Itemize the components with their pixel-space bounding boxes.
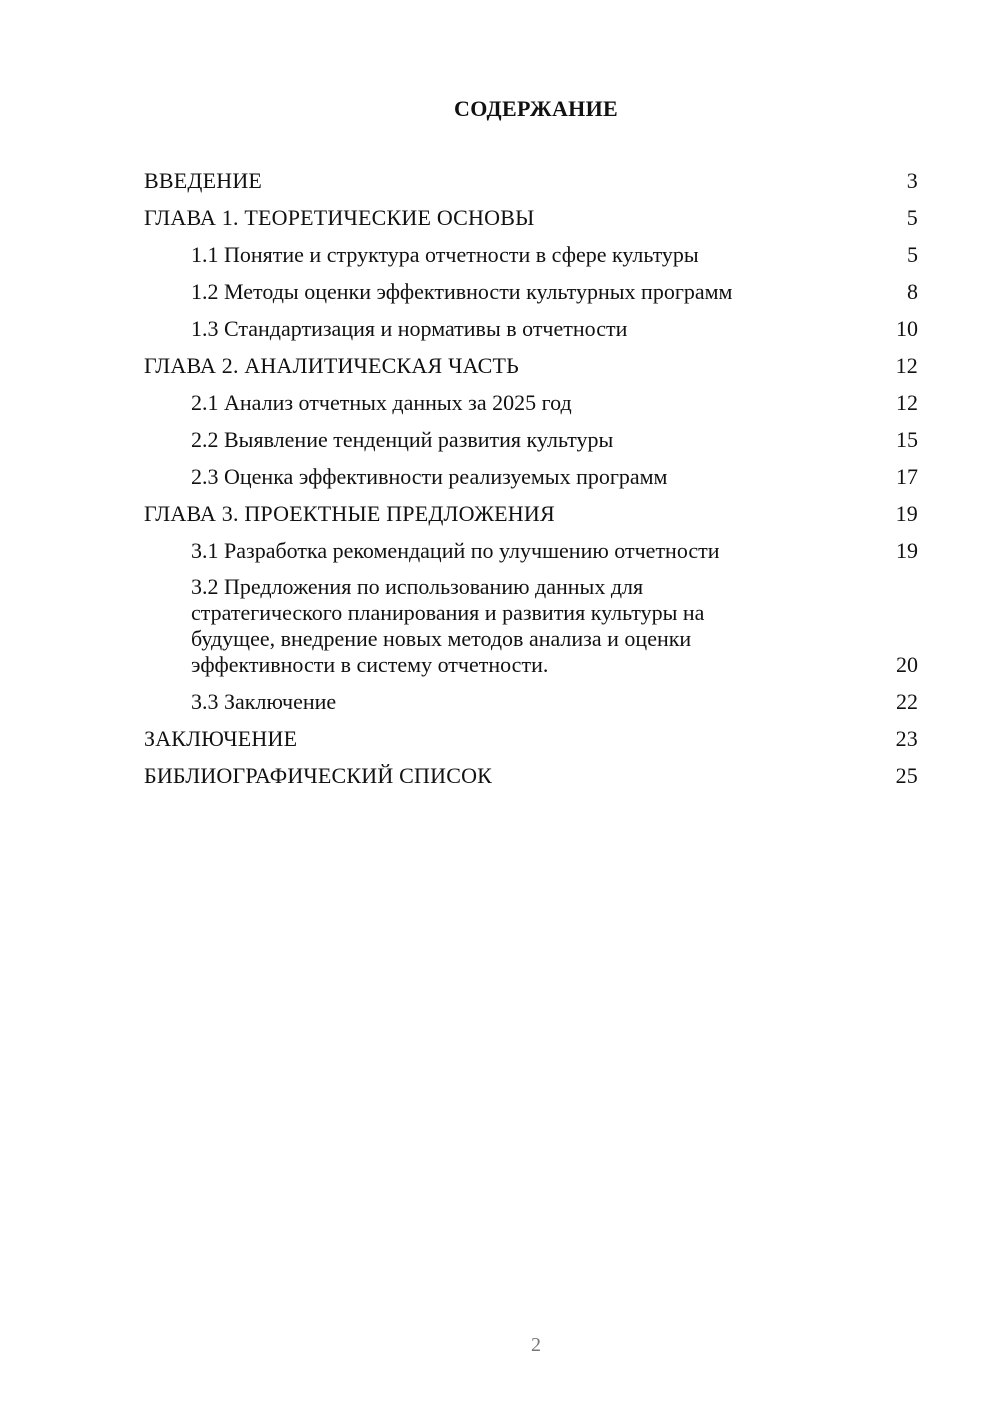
toc-entry-page: 15 bbox=[896, 427, 918, 452]
toc-entry-page: 12 bbox=[895, 353, 918, 378]
toc-entry-page: 5 bbox=[906, 205, 918, 230]
toc-entry-page: 19 bbox=[895, 501, 918, 526]
toc-entry-label: 1.2 Методы оценки эффективности культурных программ bbox=[191, 279, 733, 304]
toc-entry-label: ГЛАВА 2. АНАЛИТИЧЕСКАЯ ЧАСТЬ bbox=[144, 353, 519, 378]
toc-entry-page: 20 bbox=[896, 652, 918, 677]
toc-entry-label: 1.3 Стандартизация и нормативы в отчетности bbox=[191, 316, 628, 341]
toc-entry-page: 19 bbox=[896, 538, 918, 563]
toc-entry-label: 3.2 Предложения по использованию данных для стратегического планирования и развития культуры на будущее, внедрение новых методов анализа и оценки эффективности в систему отчетности. bbox=[191, 574, 705, 677]
toc-entry-label: ГЛАВА 1. ТЕОРЕТИЧЕСКИЕ ОСНОВЫ bbox=[144, 205, 535, 230]
toc-entry-label: ВВЕДЕНИЕ bbox=[144, 168, 263, 193]
toc-entry-label: 3.1 Разработка рекомендаций по улучшению отчетности bbox=[191, 538, 720, 563]
toc-entry-page: 8 bbox=[907, 279, 918, 304]
toc-entry-chapter-1[interactable] bbox=[144, 205, 918, 231]
toc-entry-label: БИБЛИОГРАФИЧЕСКИЙ СПИСОК bbox=[144, 763, 493, 788]
toc-entry-bibliography[interactable] bbox=[144, 763, 918, 789]
toc-entry-label: ГЛАВА 3. ПРОЕКТНЫЕ ПРЕДЛОЖЕНИЯ bbox=[144, 501, 555, 526]
toc-entry-page: 12 bbox=[896, 390, 918, 415]
toc-entry-page: 3 bbox=[906, 168, 918, 193]
toc-entry-chapter-2[interactable] bbox=[144, 353, 918, 379]
toc-entry-label: ЗАКЛЮЧЕНИЕ bbox=[144, 726, 298, 751]
toc-entry-page: 10 bbox=[896, 316, 918, 341]
toc-entry-section-1-2[interactable] bbox=[144, 279, 918, 305]
toc-entry-label: 2.1 Анализ отчетных данных за 2025 год bbox=[191, 390, 572, 415]
toc-entry-section-1-1[interactable] bbox=[144, 242, 918, 268]
toc-entry-label: 2.2 Выявление тенденций развития культуры bbox=[191, 427, 614, 452]
toc-entry-conclusion[interactable] bbox=[144, 726, 918, 752]
toc-entry-page: 17 bbox=[896, 464, 918, 489]
toc-entry-page: 22 bbox=[896, 689, 918, 714]
toc-entry-section-2-2[interactable] bbox=[144, 427, 918, 453]
toc-entry-section-2-3[interactable] bbox=[144, 464, 918, 490]
toc-entry-label: 3.3 Заключение bbox=[191, 689, 337, 714]
toc-entry-chapter-3[interactable] bbox=[144, 501, 918, 527]
toc-entry-section-3-2[interactable] bbox=[144, 574, 918, 678]
toc-entry-section-1-3[interactable] bbox=[144, 316, 918, 342]
toc-entry-page: 5 bbox=[907, 242, 918, 267]
toc-entry-page: 25 bbox=[895, 763, 918, 788]
toc-entry-section-2-1[interactable] bbox=[144, 390, 918, 416]
toc-entry-introduction[interactable] bbox=[144, 168, 918, 194]
toc-entry-section-3-3[interactable] bbox=[144, 689, 918, 715]
toc-entry-label: 1.1 Понятие и структура отчетности в сфере культуры bbox=[191, 242, 699, 267]
toc-entry-page: 23 bbox=[895, 726, 918, 751]
table-of-contents bbox=[144, 168, 918, 800]
page-title: СОДЕРЖАНИЕ bbox=[454, 96, 618, 121]
toc-entry-label: 2.3 Оценка эффективности реализуемых программ bbox=[191, 464, 668, 489]
page-number: 2 bbox=[531, 1334, 541, 1356]
toc-entry-section-3-1[interactable] bbox=[144, 538, 918, 564]
